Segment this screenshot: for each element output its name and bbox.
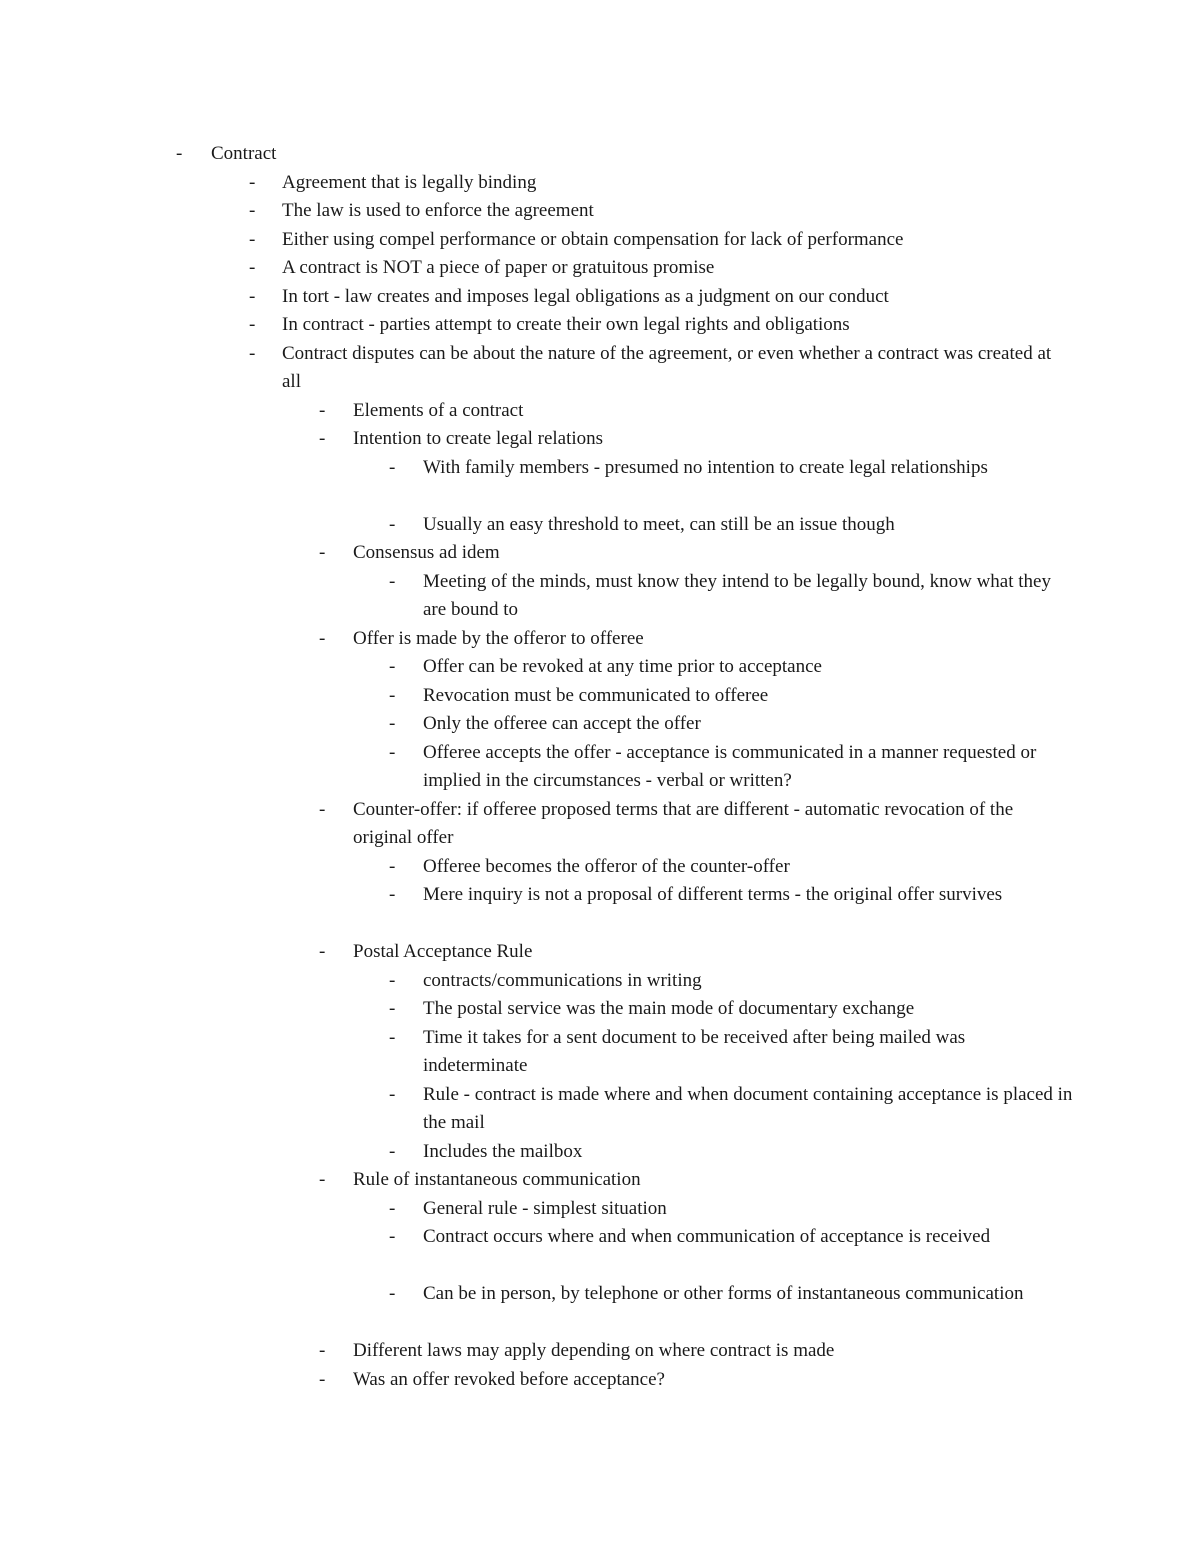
outline-item-text: In tort - law creates and imposes legal obligations as a judgment on our conduct bbox=[282, 285, 889, 307]
outline-item-level-2 bbox=[0, 1337, 1200, 1366]
bullet-dash: - bbox=[389, 741, 396, 763]
outline-item-level-2 bbox=[0, 539, 1200, 568]
outline-item-text: Was an offer revoked before acceptance? bbox=[353, 1368, 665, 1390]
outline-item-text: Contract occurs where and when communication of acceptance is received bbox=[423, 1226, 991, 1247]
bullet-dash: - bbox=[319, 798, 326, 820]
bullet-dash: - bbox=[389, 1197, 396, 1219]
bullet-dash: - bbox=[389, 969, 396, 991]
outline-item-text: Can be in person, by telephone or other forms of instantaneous communication bbox=[423, 1283, 1024, 1304]
outline-item-text: Consensus ad idem bbox=[353, 542, 500, 563]
bullet-dash: - bbox=[389, 1140, 396, 1162]
bullet-dash: - bbox=[389, 570, 396, 592]
outline-item-level-3 bbox=[0, 1195, 1200, 1224]
bullet-dash: - bbox=[249, 200, 256, 221]
outline-item-text: Agreement that is legally binding bbox=[282, 171, 537, 193]
outline-item-text: Revocation must be communicated to offeree bbox=[423, 684, 769, 706]
outline-item-text: Different laws may apply depending on where contract is made bbox=[353, 1340, 835, 1361]
bullet-dash: - bbox=[249, 171, 256, 193]
bullet-dash: - bbox=[389, 1226, 396, 1247]
outline-item-text: contracts/communications in writing bbox=[423, 969, 702, 991]
outline-item-text: Intention to create legal relations bbox=[353, 428, 604, 449]
outline-item-level-2 bbox=[0, 796, 1200, 853]
outline-item-text: Mere inquiry is not a proposal of different terms - the original offer survives bbox=[423, 884, 1003, 905]
outline-item-level-3 bbox=[0, 1223, 1200, 1280]
bullet-dash: - bbox=[389, 1026, 396, 1048]
outline-item-level-3 bbox=[0, 568, 1200, 625]
outline-item-level-3 bbox=[0, 653, 1200, 682]
outline-item-text: Either using compel performance or obtain compensation for lack of performance bbox=[282, 228, 904, 250]
bullet-dash: - bbox=[389, 656, 396, 677]
outline-item-level-3 bbox=[0, 1024, 1200, 1081]
bullet-dash: - bbox=[319, 542, 326, 563]
outline-item-text: Rule - contract is made where and when document containing acceptance is placed in the mail bbox=[423, 1083, 1073, 1133]
bullet-dash: - bbox=[249, 314, 256, 335]
bullet-dash: - bbox=[319, 399, 326, 421]
outline-item-text: Offeree becomes the offeror of the counter-offer bbox=[423, 855, 790, 877]
outline-item-text: A contract is NOT a piece of paper or gratuitous promise bbox=[282, 257, 715, 278]
outline-item-text: Includes the mailbox bbox=[423, 1140, 583, 1162]
outline-item-level-3 bbox=[0, 967, 1200, 996]
outline-item-text: Postal Acceptance Rule bbox=[353, 941, 533, 962]
outline-item-text: With family members - presumed no intention to create legal relationships bbox=[423, 456, 988, 478]
outline-item-level-3 bbox=[0, 739, 1200, 796]
bullet-dash: - bbox=[249, 285, 256, 307]
outline-item-level-0 bbox=[0, 140, 1200, 169]
outline-item-level-1 bbox=[0, 226, 1200, 255]
bullet-dash: - bbox=[319, 1340, 326, 1361]
outline-item-level-3 bbox=[0, 710, 1200, 739]
bullet-dash: - bbox=[249, 228, 256, 250]
bullet-dash: - bbox=[249, 257, 256, 278]
bullet-dash: - bbox=[389, 684, 396, 706]
outline-item-level-2 bbox=[0, 397, 1200, 426]
outline-item-text: Contract disputes can be about the nature of the agreement, or even whether a contract was created at all bbox=[282, 342, 1052, 392]
outline-item-text: Elements of a contract bbox=[353, 399, 524, 421]
outline-item-level-3 bbox=[0, 1138, 1200, 1167]
outline-item-level-3 bbox=[0, 682, 1200, 711]
outline-item-level-1 bbox=[0, 254, 1200, 283]
bullet-dash: - bbox=[389, 713, 396, 734]
bullet-dash: - bbox=[319, 941, 326, 962]
outline-item-level-1 bbox=[0, 169, 1200, 198]
outline-item-level-3 bbox=[0, 511, 1200, 540]
outline-item-text: Counter-offer: if offeree proposed terms that are different - automatic revocation of the original offer bbox=[353, 798, 1014, 848]
bullet-dash: - bbox=[389, 998, 396, 1019]
outline-item-text: General rule - simplest situation bbox=[423, 1197, 667, 1219]
bullet-dash: - bbox=[319, 428, 326, 449]
outline-item-text: Rule of instantaneous communication bbox=[353, 1169, 641, 1190]
outline-item-level-3 bbox=[0, 454, 1200, 511]
bullet-dash: - bbox=[389, 1083, 396, 1105]
outline-item-text: Contract bbox=[211, 143, 277, 164]
outline-item-text: The postal service was the main mode of documentary exchange bbox=[423, 998, 915, 1019]
bullet-dash: - bbox=[319, 627, 326, 649]
outline-item-level-2 bbox=[0, 625, 1200, 654]
outline-item-level-2 bbox=[0, 425, 1200, 454]
bullet-dash: - bbox=[389, 513, 396, 535]
outline-item-level-1 bbox=[0, 311, 1200, 340]
bullet-dash: - bbox=[389, 1283, 396, 1304]
bullet-dash: - bbox=[389, 456, 396, 478]
outline-item-level-2 bbox=[0, 1366, 1200, 1395]
outline-item-level-3 bbox=[0, 1081, 1200, 1138]
outline-item-level-1 bbox=[0, 283, 1200, 312]
document-outline bbox=[0, 140, 1200, 1394]
outline-item-level-2 bbox=[0, 1166, 1200, 1195]
outline-item-text: Offer is made by the offeror to offeree bbox=[353, 627, 644, 649]
bullet-dash: - bbox=[389, 884, 396, 905]
bullet-dash: - bbox=[389, 855, 396, 877]
outline-item-level-3 bbox=[0, 1280, 1200, 1337]
outline-item-text: Meeting of the minds, must know they intend to be legally bound, know what they are bound to bbox=[423, 570, 1051, 620]
outline-item-level-2 bbox=[0, 938, 1200, 967]
bullet-dash: - bbox=[176, 143, 183, 164]
bullet-dash: - bbox=[319, 1368, 326, 1390]
bullet-dash: - bbox=[249, 342, 256, 364]
outline-item-text: Offer can be revoked at any time prior to acceptance bbox=[423, 656, 822, 677]
outline-item-level-1 bbox=[0, 197, 1200, 226]
outline-item-text: Offeree accepts the offer - acceptance is communicated in a manner requested or implied in the circumstances - verbal or written? bbox=[423, 741, 1037, 791]
bullet-dash: - bbox=[319, 1169, 326, 1190]
outline-item-level-3 bbox=[0, 995, 1200, 1024]
outline-item-text: Only the offeree can accept the offer bbox=[423, 713, 701, 734]
outline-item-text: The law is used to enforce the agreement bbox=[282, 200, 594, 221]
outline-item-text: Usually an easy threshold to meet, can still be an issue though bbox=[423, 513, 895, 535]
outline-item-level-3 bbox=[0, 881, 1200, 938]
outline-item-level-1 bbox=[0, 340, 1200, 397]
outline-item-text: In contract - parties attempt to create their own legal rights and obligations bbox=[282, 314, 850, 335]
outline-item-level-3 bbox=[0, 853, 1200, 882]
outline-item-text: Time it takes for a sent document to be received after being mailed was indeterminate bbox=[423, 1026, 966, 1076]
